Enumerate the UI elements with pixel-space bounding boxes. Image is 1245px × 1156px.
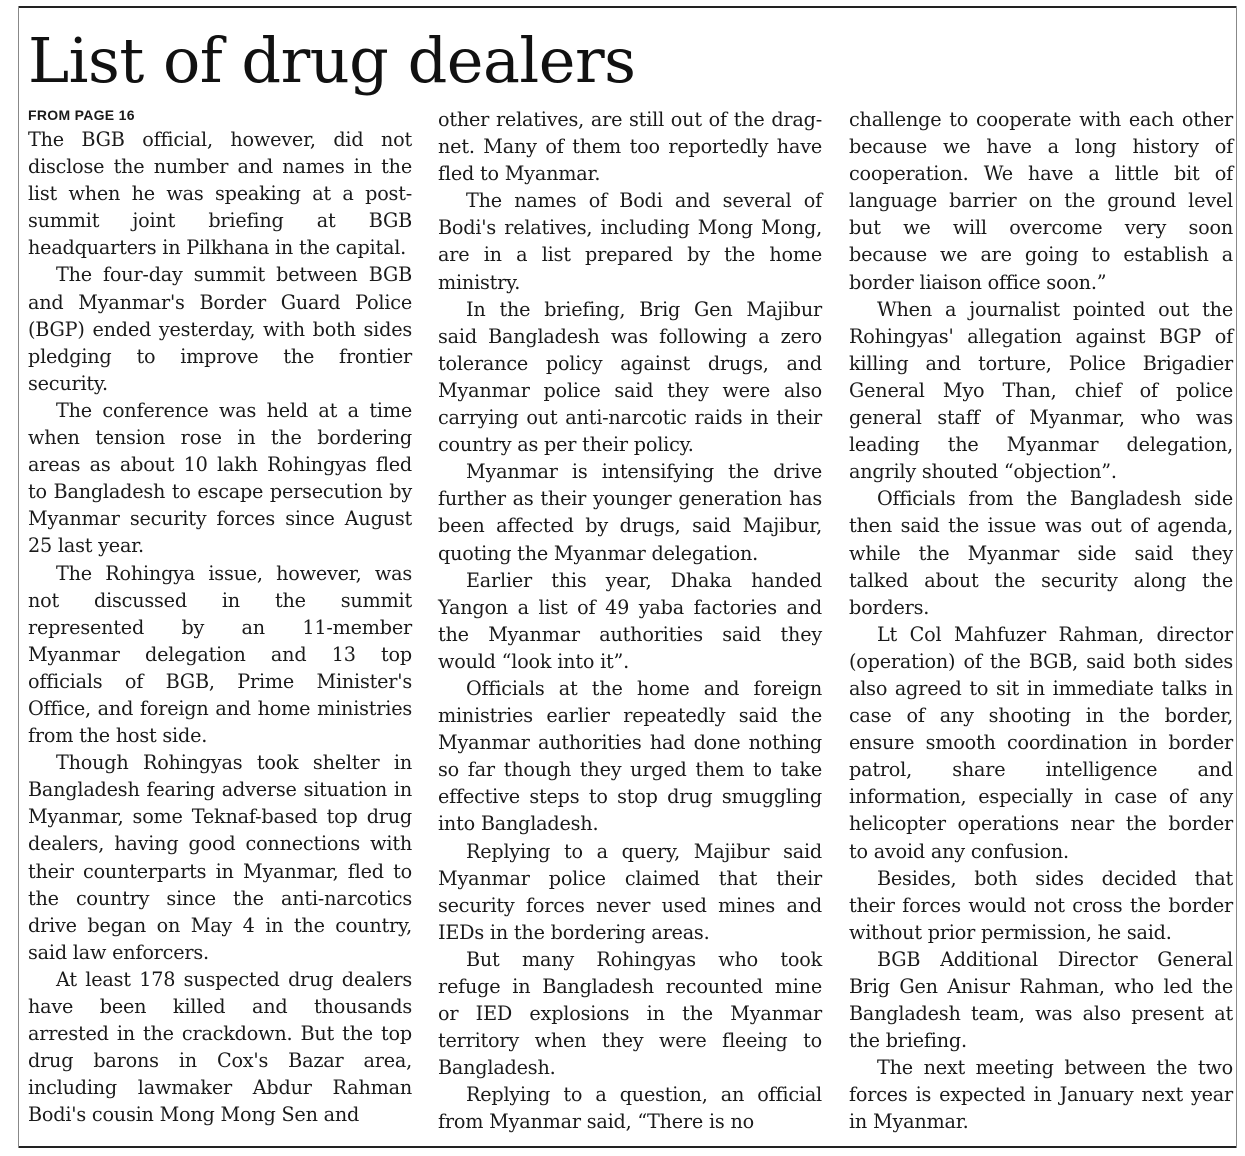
column-2 xyxy=(438,106,822,1136)
paragraph: The Rohingya issue, however, was not discussed in the summit represented by an 11-member Myanmar delegation and 13 top officials of BGB, Prime Minister's Office, and foreign and home ministries from the host side. xyxy=(28,561,412,748)
paragraph: Replying to a query, Majibur said Myanmar police claimed that their security forces never used mines and IEDs in the bordering areas. xyxy=(438,839,822,944)
paragraph: Officials from the Bangladesh side then said the issue was out of agenda, while the Myanmar side said they talked about the security along the borders. xyxy=(849,487,1233,619)
paragraph: Though Rohingyas took shelter in Bangladesh fearing adverse situation in Myanmar, some Teknaf-based top drug dealers, having good connections with their counterparts in Myanmar, fled to the country since the anti-narcotics drive began on May 4 in the country, said law enforcers. xyxy=(28,751,412,964)
paragraph: When a journalist pointed out the Rohingyas' allegation against BGP of killing and torture, Police Brigadier General Myo Than, chief of police general staff of Myanmar, who was leading the Myanmar delegation, angrily shouted “objection”. xyxy=(849,297,1233,484)
paragraph: Replying to a question, an official from Myanmar said, “There is no xyxy=(438,1083,822,1134)
paragraph: Officials at the home and foreign ministries earlier repeatedly said the Myanmar authorities had done nothing so far though they urged them to take effective steps to stop drug smuggling into Bangladesh. xyxy=(438,676,822,836)
column-1 xyxy=(28,106,412,1128)
right-edge xyxy=(1236,6,1237,1148)
paragraph: The BGB official, however, did not disclose the number and names in the list when he was speaking at a post-summit joint briefing at BGB headquarters in Pilkhana in the capital. xyxy=(28,128,412,260)
paragraph: The four-day summit between BGB and Myanmar's Border Guard Police (BGP) ended yesterday, with both sides pledging to improve the frontier security. xyxy=(28,263,412,395)
paragraph: Myanmar is intensifying the drive further as their younger generation has been affected by drugs, said Majibur, quoting the Myanmar delegation. xyxy=(438,460,822,565)
paragraph: other relatives, are still out of the drag-net. Many of them too reportedly have fled to Myanmar. xyxy=(438,108,822,186)
paragraph: But many Rohingyas who took refuge in Bangladesh recounted mine or IED explosions in the Myanmar territory when they were fleeing to Bangladesh. xyxy=(438,947,822,1080)
continuation-kicker: FROM PAGE 16 xyxy=(28,107,135,123)
paragraph: The names of Bodi and several of Bodi's relatives, including Mong Mong, are in a list prepared by the home ministry. xyxy=(438,189,822,294)
column-3 xyxy=(849,106,1233,1136)
headline: List of drug dealers xyxy=(28,24,636,97)
top-rule xyxy=(18,6,1237,8)
paragraph: At least 178 suspected drug dealers have been killed and thousands arrested in the crackdown. But the top drug barons in Cox's Bazar area, including lawmaker Abdur Rahman Bodi's cousin Mong Mong Sen and xyxy=(28,967,412,1127)
paragraph: Lt Col Mahfuzer Rahman, director (operation) of the BGB, said both sides also agreed to sit in immediate talks in case of any shooting in the border, ensure smooth coordination in border patrol, share intelligence and information, especially in case of any helicopter operations near the border to avoid any confusion. xyxy=(849,622,1233,863)
paragraph: The conference was held at a time when tension rose in the bordering areas as about 10 lakh Rohingyas fled to Bangladesh to escape persecution by Myanmar security forces since August 25 last year. xyxy=(28,398,412,558)
left-edge xyxy=(18,6,19,1148)
paragraph: Besides, both sides decided that their forces would not cross the border without prior permission, he said. xyxy=(849,866,1233,944)
paragraph: The next meeting between the two forces is expected in January next year in Myanmar. xyxy=(849,1056,1233,1134)
paragraph: BGB Additional Director General Brig Gen Anisur Rahman, who led the Bangladesh team, was also present at the briefing. xyxy=(849,947,1233,1053)
paragraph: In the briefing, Brig Gen Majibur said Bangladesh was following a zero tolerance policy against drugs, and Myanmar police said they were also carrying out anti-narcotic raids in their country as per their policy. xyxy=(438,297,822,457)
paragraph: Earlier this year, Dhaka handed Yangon a list of 49 yaba factories and the Myanmar authorities said they would “look into it”. xyxy=(438,568,822,673)
paragraph: challenge to cooperate with each other because we have a long history of cooperation. We have a little bit of language barrier on the ground level but we will overcome very soon because we are going to establish a border liaison office soon.” xyxy=(849,108,1233,294)
bottom-rule xyxy=(18,1146,1237,1148)
